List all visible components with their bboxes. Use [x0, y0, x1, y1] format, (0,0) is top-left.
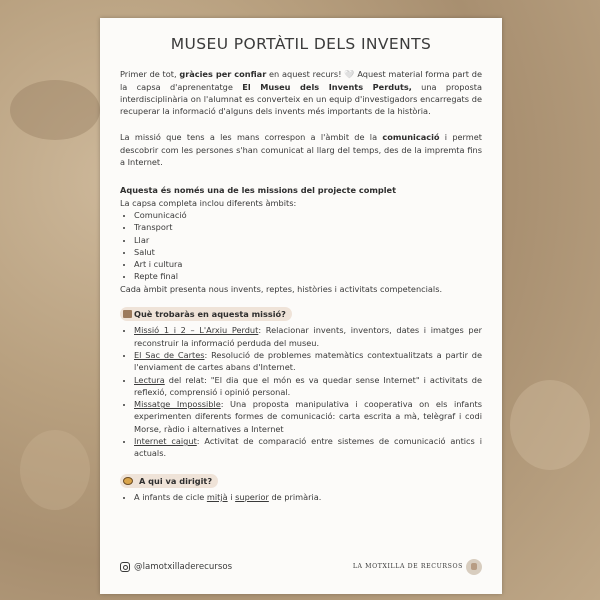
item-link: Internet caigut [134, 436, 197, 447]
audience-underlined: mitjà [206, 491, 228, 502]
item-text: : Activitat de comparació entre sistemes de comunicació antics i actuals. [134, 436, 482, 459]
list-item [134, 398, 482, 435]
background-stain [20, 430, 90, 510]
box-icon [123, 310, 132, 318]
document-page [100, 18, 502, 594]
list-item: • Llar [134, 234, 482, 246]
item-text: : Una proposta manipulativa i cooperativa on els infants experimenten diferents formes de comunicació: carta escrita a mà, telègraf i codi Morse, ràdio i alternatives a Internet [134, 399, 482, 434]
audience-text: i [227, 491, 236, 502]
audience-list [120, 491, 482, 503]
page-footer [120, 558, 482, 576]
bee-icon [123, 477, 133, 485]
list-item: • Salut [134, 246, 482, 258]
brand-mark [353, 559, 482, 575]
intro-bold-thanks: gràcies per confiar [179, 69, 267, 80]
heart-icon: 🤍 [344, 69, 355, 80]
audience-underlined: superior [235, 491, 269, 502]
section-heading-mission-contents [120, 307, 292, 321]
project-closing: Cada àmbit presenta nous invents, reptes, històries i activitats competencials. [120, 283, 443, 294]
list-item [134, 491, 482, 503]
intro-paragraph [120, 68, 482, 117]
item-link: El Sac de Cartes [134, 349, 205, 360]
project-block [120, 184, 482, 295]
intro-text: Aquest material forma part de la capsa d'aprenentatge [120, 69, 482, 92]
mission-paragraph [120, 131, 482, 168]
project-lead: La capsa completa inclou diferents àmbits: [120, 197, 297, 208]
instagram-icon [120, 562, 130, 572]
list-item: • Repte final [134, 270, 482, 282]
item-text: del relat: "El dia que el món es va quedar sense Internet" i activitats de reflexió, comprensió i opinió personal. [134, 374, 482, 397]
background-stain [10, 80, 100, 140]
intro-text: una proposta interdisciplinària on l'alumnat es converteix en un equip d'investigadors encarregats de recuperar la informació d'alguns dels invents més importants de la història. [120, 81, 482, 117]
audience-text: de primària. [268, 491, 322, 502]
list-item [134, 374, 482, 399]
item-text: : Relacionar invents, inventors, dates i imatges per reconstruir la informació perduda del museu. [134, 325, 482, 348]
instagram-handle[interactable] [120, 561, 232, 573]
page-title: MUSEU PORTÀTIL DELS INVENTS [170, 35, 432, 53]
item-text: : Resolució de problemes matemàtics contextualitzats a partir de l'enviament de cartes abans d'Internet. [134, 349, 482, 373]
item-link: Missió 1 i 2 – L'Arxiu Perdut [134, 325, 259, 336]
section-heading-label: A qui va dirigit? [139, 475, 213, 486]
list-item [134, 349, 482, 374]
list-item: • Transport [134, 221, 482, 233]
item-link: Lectura [134, 374, 165, 385]
section-heading-label: Què trobaràs en aquesta missió? [134, 309, 286, 320]
audience-text: A infants de cicle [134, 491, 207, 502]
list-item: • Art i cultura [134, 258, 482, 270]
section-heading-audience [120, 474, 218, 488]
background-stain [510, 380, 590, 470]
mission-text: i permet descobrir com les persones s'han comunicat al llarg del temps, des de la impremta fins a Internet. [120, 132, 483, 168]
mission-bold-communication: comunicació [382, 132, 440, 143]
intro-text: en aquest recurs! [266, 69, 345, 80]
item-link: Missatge Impossible [134, 399, 221, 410]
mission-contents-list [120, 324, 482, 459]
list-item: • Comunicació [134, 209, 482, 221]
instagram-label: @lamotxilladerecursos [134, 561, 233, 572]
mission-text: La missió que tens a les mans correspon a l'àmbit de la [120, 132, 383, 143]
brand-label: LA MOTXILLA DE RECURSOS [352, 562, 463, 570]
areas-list [120, 209, 482, 283]
list-item [134, 435, 482, 460]
project-heading: Aquesta és només una de les missions del projecte complet [120, 185, 396, 196]
intro-bold-museum: El Museu dels Invents Perduts, [242, 81, 412, 92]
list-item [134, 324, 482, 349]
backpack-logo-icon [466, 559, 482, 575]
intro-text: Primer de tot, [120, 69, 180, 80]
